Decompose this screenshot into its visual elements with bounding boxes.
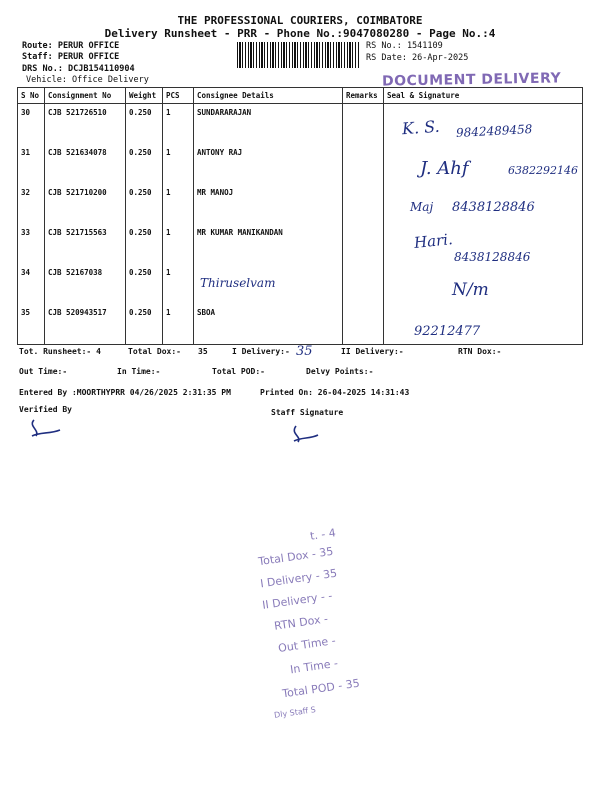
delvy-points-label: Delvy Points:- [306,367,374,376]
phone-33: 8438128846 [454,250,531,264]
col-weight: Weight [126,88,163,104]
cell-consignment: CJB 521634078 [45,144,126,184]
cell-pcs: 1 [163,304,194,345]
stamp-line: Out Time - [277,634,337,655]
stamp-line: Total Dox - 35 [257,544,335,569]
stamp-line: In Time - [289,656,339,677]
i-delivery-label: I Delivery:- [232,347,290,356]
entered-by: Entered By :MOORTHYPRR 04/26/2025 2:31:35 PM [19,388,231,397]
total-dox-value: 35 [198,347,208,356]
rs-number: RS No.: 1541109 [366,41,443,51]
total-pod-label: Total POD:- [212,367,265,376]
cell-weight: 0.250 [126,224,163,264]
phone-30: 9842489458 [455,122,533,140]
runsheet-subtitle: Delivery Runsheet - PRR - Phone No.:9047080280 - Page No.:4 [104,27,496,40]
cell-weight: 0.250 [126,264,163,304]
cell-consignment: CJB 521726510 [45,104,126,145]
cell-sno: 34 [18,264,45,304]
table-row [18,264,583,304]
signature-30: K. S. [401,116,441,139]
signature-31: J. Ahf [420,158,469,179]
staff-label: Staff: PERUR OFFICE [22,52,120,62]
col-consignment: Consignment No [45,88,126,104]
stamp-line: RTN Dox - [273,612,329,633]
cell-consignee: MR KUMAR MANIKANDAN [194,224,343,264]
cell-pcs: 1 [163,144,194,184]
cell-consignment: CJB 52167038 [45,264,126,304]
col-pcs: PCS [163,88,194,104]
signature-33: Hari. [413,230,454,252]
cell-sno: 33 [18,224,45,264]
printed-on: Printed On: 26-04-2025 14:31:43 [260,388,410,397]
tot-runsheet: Tot. Runsheet:- 4 [19,347,101,356]
signature-34: N/m [452,280,489,300]
handwritten-name-34: Thiruselvam [200,276,276,290]
cell-consignment: CJB 521710200 [45,184,126,224]
cell-weight: 0.250 [126,304,163,345]
cell-sno: 35 [18,304,45,345]
cell-sno: 30 [18,104,45,145]
barcode [237,42,359,68]
cell-consignee: ANTONY RAJ [194,144,343,184]
ii-delivery-label: II Delivery:- [341,347,404,356]
in-time-label: In Time:- [117,367,161,376]
table-row [18,144,583,184]
cell-pcs: 1 [163,224,194,264]
cell-weight: 0.250 [126,104,163,145]
total-dox-label: Total Dox:- [128,347,181,356]
cell-remarks [343,144,384,184]
col-sno: S No [18,88,45,104]
staff-signature-label: Staff Signature [271,408,344,417]
phone-31: 6382292146 [508,164,578,177]
stamp-line: Total POD - 35 [281,676,361,701]
route-label: Route: PERUR OFFICE [22,41,120,51]
summary-rubber-stamp [250,528,400,748]
verified-by-label: Verified By [19,405,72,414]
cell-consignee: MR MANOJ [194,184,343,224]
cell-consignment: CJB 520943517 [45,304,126,345]
i-delivery-handwritten: 35 [296,344,313,359]
stamp-line: II Delivery - - [261,589,334,612]
document-delivery-stamp: DOCUMENT DELIVERY [381,70,562,90]
signature-32: Maj [410,200,434,214]
col-consignee: Consignee Details [194,88,343,104]
cell-remarks [343,104,384,145]
cell-consignee: SBOA [194,304,343,345]
stamp-line: Dly Staff S [273,705,317,720]
company-title: THE PROFESSIONAL COURIERS, COIMBATORE [177,14,423,27]
cell-weight: 0.250 [126,184,163,224]
phone-32: 8438128846 [452,200,535,215]
cell-pcs: 1 [163,104,194,145]
cell-remarks [343,184,384,224]
cell-pcs: 1 [163,184,194,224]
vehicle-label: Vehicle: Office Delivery [26,75,149,85]
cell-pcs: 1 [163,264,194,304]
rtn-dox-label: RTN Dox:- [458,347,502,356]
table-header-row [18,88,583,104]
cell-remarks [343,224,384,264]
table-row [18,304,583,345]
cell-remarks [343,264,384,304]
cell-sno: 32 [18,184,45,224]
cell-consignment: CJB 521715563 [45,224,126,264]
cell-sno: 31 [18,144,45,184]
stamp-line: t. - 4 [309,526,337,543]
stamp-line: I Delivery - 35 [259,566,338,591]
phone-35: 92212477 [414,324,481,339]
cell-consignee: SUNDARARAJAN [194,104,343,145]
staff-signature-mark [286,422,326,448]
verified-signature-mark [26,416,66,442]
out-time-label: Out Time:- [19,367,68,376]
rs-date: RS Date: 26-Apr-2025 [366,53,469,63]
cell-weight: 0.250 [126,144,163,184]
drs-number: DRS No.: DCJB154110904 [22,64,135,74]
col-remarks: Remarks [343,88,384,104]
col-seal-signature: Seal & Signature [384,88,583,104]
cell-remarks [343,304,384,345]
